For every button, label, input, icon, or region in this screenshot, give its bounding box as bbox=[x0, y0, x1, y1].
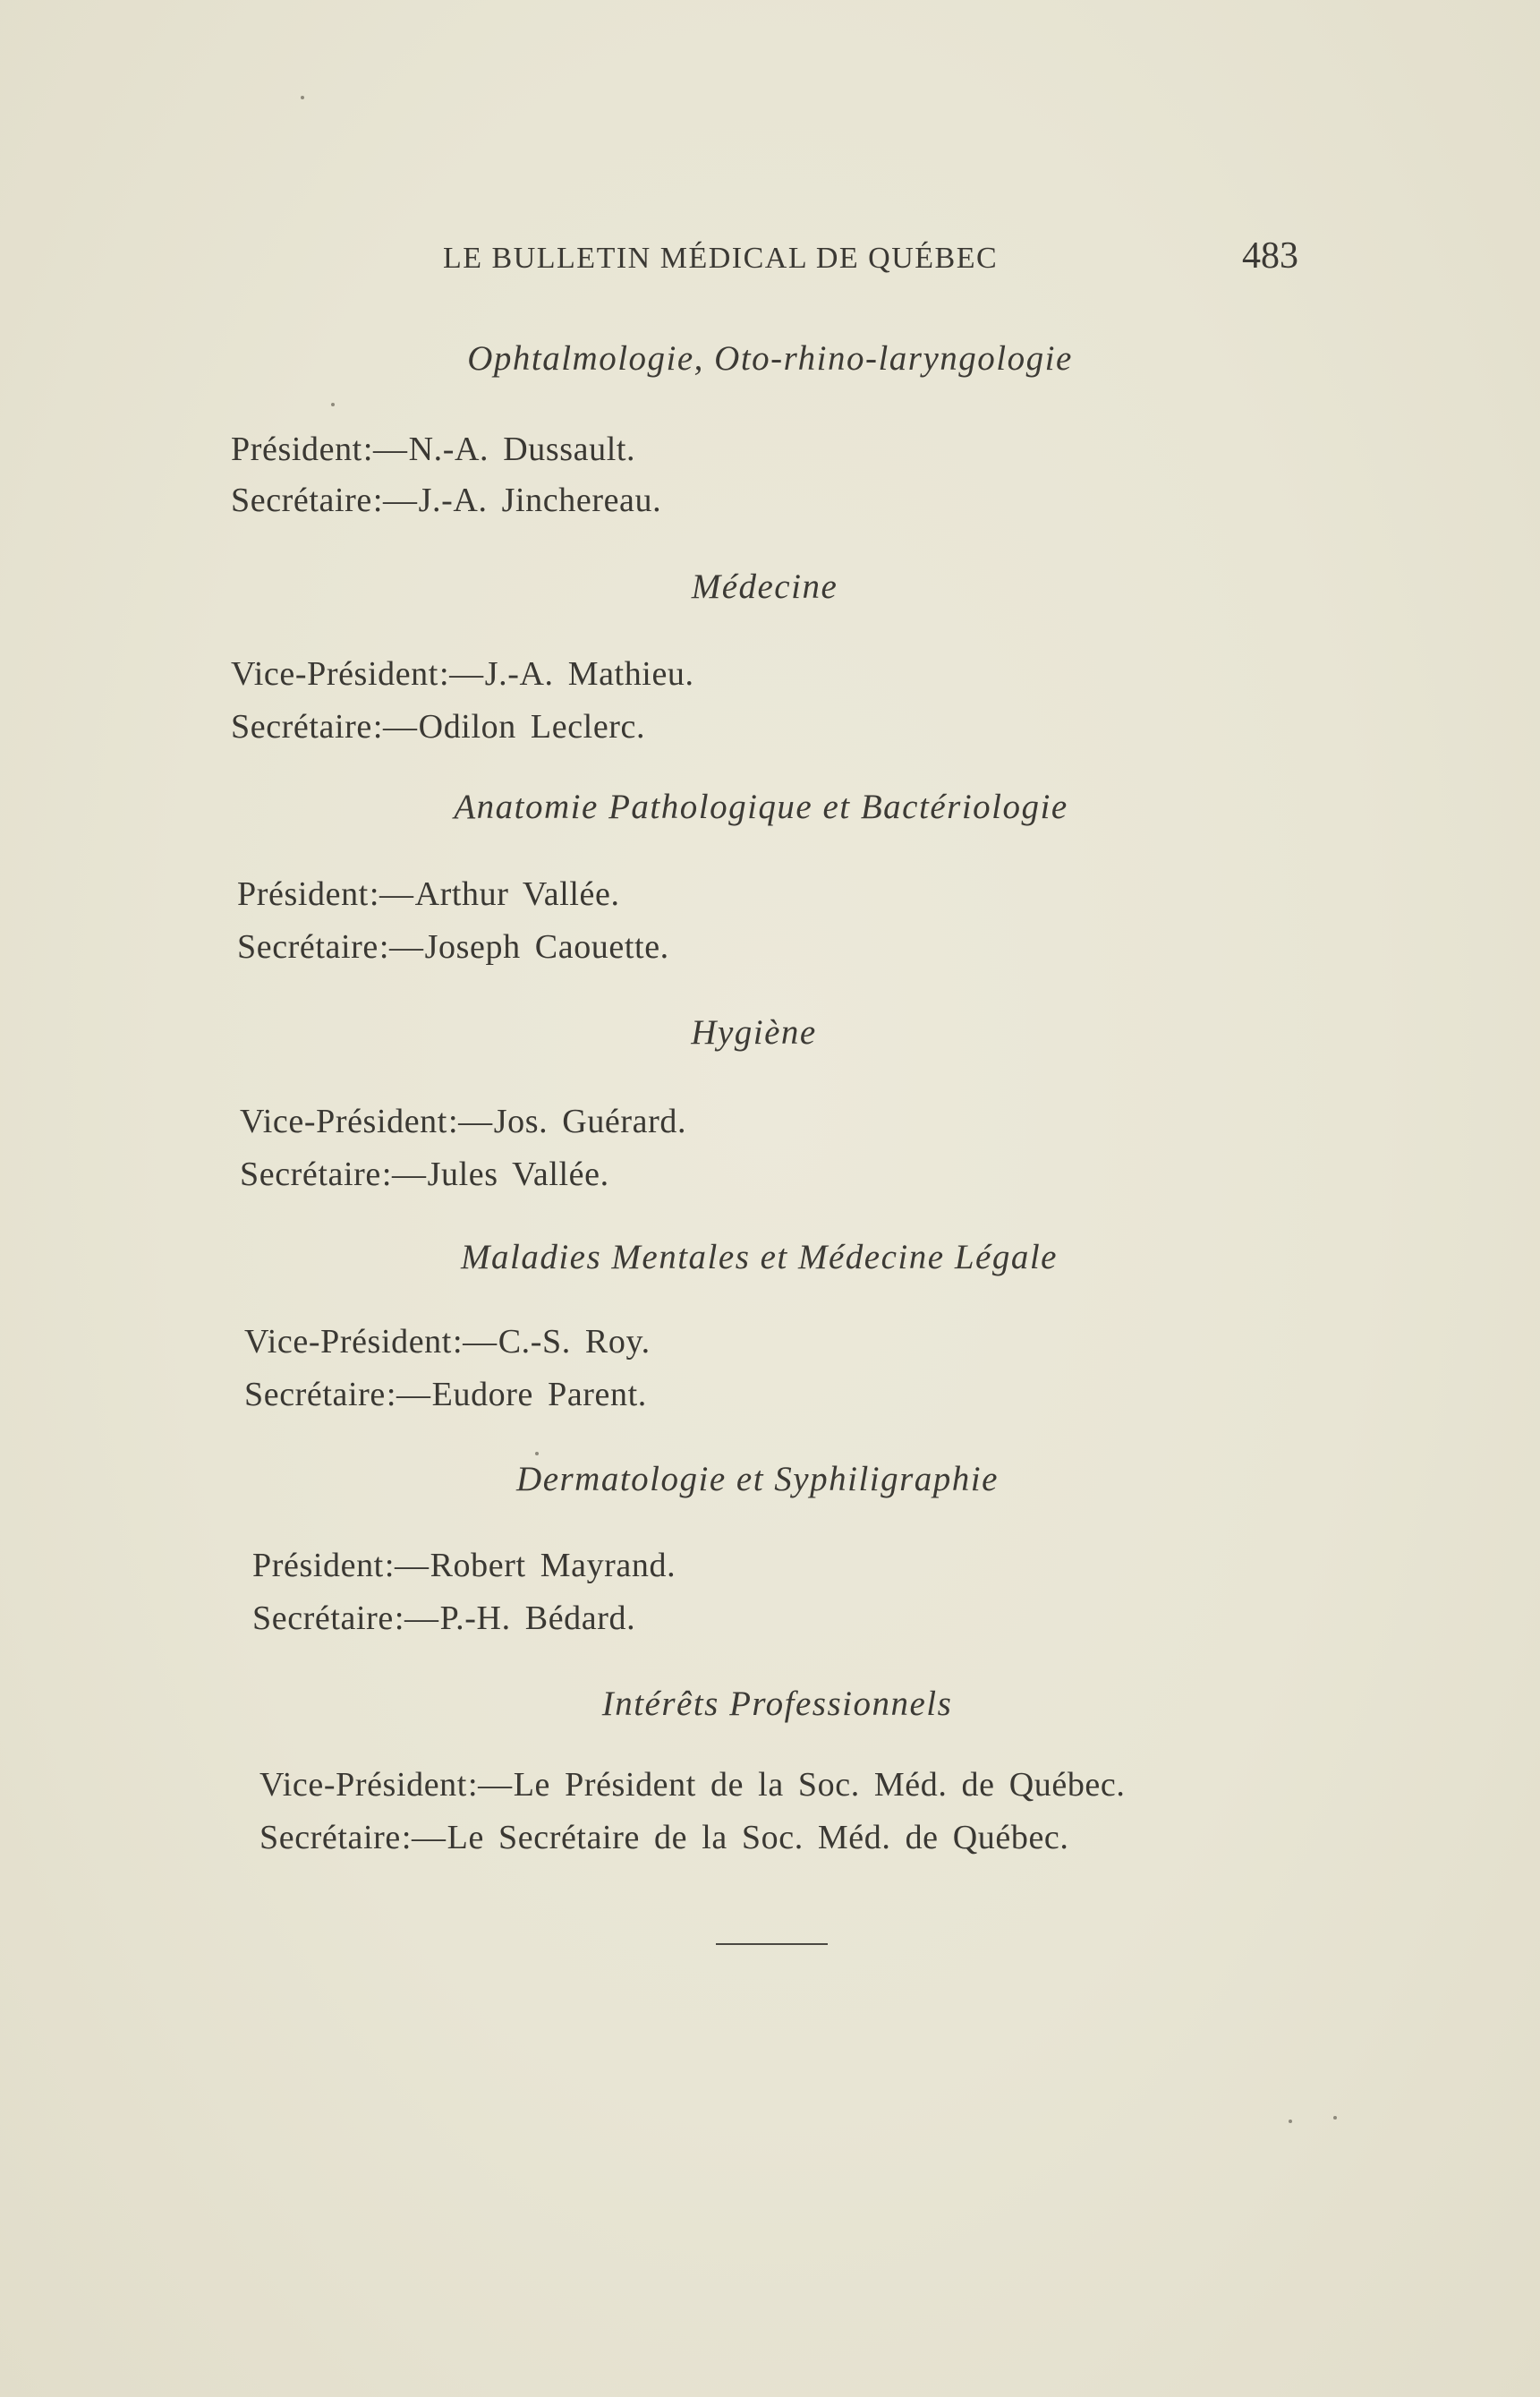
entry-name: Le Secrétaire de la Soc. Méd. de Québec. bbox=[447, 1819, 1069, 1856]
entry-role: Secrétaire bbox=[244, 1376, 386, 1413]
paper-speck bbox=[331, 403, 335, 406]
entry-secretaire bbox=[231, 707, 645, 746]
section-heading-anatomie: Anatomie Pathologique et Bactériologie bbox=[454, 788, 1068, 826]
entry-name: Odilon Leclerc. bbox=[418, 708, 646, 746]
entry-name: J.-A. Mathieu. bbox=[484, 655, 694, 693]
entry-role: Vice-Président bbox=[240, 1103, 447, 1140]
entry-name: P.-H. Bédard. bbox=[439, 1599, 636, 1637]
running-head bbox=[0, 235, 1540, 288]
entry-name: Jos. Guérard. bbox=[493, 1103, 687, 1140]
entry-name: Eudore Parent. bbox=[431, 1376, 647, 1413]
entry-role: Secrétaire bbox=[237, 928, 379, 966]
section-heading-hygiene: Hygiène bbox=[691, 1013, 817, 1052]
entry-name: Jules Vallée. bbox=[427, 1156, 609, 1193]
paper-speck bbox=[535, 1452, 539, 1455]
entry-secretaire bbox=[231, 481, 661, 520]
closing-rule bbox=[716, 1943, 828, 1945]
entry-role: Vice-Président bbox=[260, 1766, 467, 1804]
entry-secretaire bbox=[244, 1375, 647, 1414]
entry-vice-president bbox=[240, 1102, 686, 1141]
paper-speck bbox=[301, 96, 304, 99]
entry-name: N.-A. Dussault. bbox=[408, 431, 636, 468]
entry-name: Robert Mayrand. bbox=[430, 1547, 676, 1584]
entry-role: Président bbox=[237, 875, 369, 913]
entry-name: Joseph Caouette. bbox=[424, 928, 669, 966]
entry-separator: :— bbox=[438, 655, 484, 693]
entry-secretaire bbox=[252, 1599, 635, 1638]
entry-name: J.-A. Jinchereau. bbox=[418, 482, 662, 519]
entry-secretaire bbox=[240, 1155, 609, 1194]
paper-speck bbox=[1289, 2120, 1292, 2123]
entry-separator: :— bbox=[372, 708, 418, 746]
entry-secretaire bbox=[237, 927, 669, 967]
running-title: LE BULLETIN MÉDICAL DE QUÉBEC bbox=[443, 242, 999, 275]
entry-separator: :— bbox=[379, 928, 424, 966]
entry-separator: :— bbox=[467, 1766, 513, 1804]
entry-separator: :— bbox=[401, 1819, 447, 1856]
entry-separator: :— bbox=[386, 1376, 431, 1413]
entry-role: Secrétaire bbox=[231, 708, 372, 746]
entry-role: Secrétaire bbox=[240, 1156, 381, 1193]
entry-vice-president bbox=[260, 1765, 1125, 1804]
entry-role: Secrétaire bbox=[260, 1819, 401, 1856]
section-heading-interets-professionnels: Intérêts Professionnels bbox=[601, 1685, 953, 1723]
entry-role: Président bbox=[252, 1547, 384, 1584]
entry-role: Président bbox=[231, 431, 362, 468]
entry-vice-president bbox=[244, 1322, 651, 1361]
entry-president bbox=[252, 1546, 676, 1585]
entry-name: Le Président de la Soc. Méd. de Québec. bbox=[513, 1766, 1126, 1804]
section-heading-maladies-mentales: Maladies Mentales et Médecine Légale bbox=[461, 1238, 1058, 1276]
entry-separator: :— bbox=[452, 1323, 498, 1361]
entry-president bbox=[237, 874, 620, 914]
entry-role: Vice-Président bbox=[231, 655, 438, 693]
entry-separator: :— bbox=[372, 482, 418, 519]
entry-president bbox=[231, 430, 635, 469]
section-heading-medecine: Médecine bbox=[691, 567, 838, 606]
entry-name: Arthur Vallée. bbox=[414, 875, 620, 913]
entry-role: Secrétaire bbox=[252, 1599, 394, 1637]
entry-role: Vice-Président bbox=[244, 1323, 452, 1361]
entry-separator: :— bbox=[447, 1103, 493, 1140]
paper-speck bbox=[1333, 2116, 1337, 2120]
entry-separator: :— bbox=[394, 1599, 439, 1637]
section-heading-dermatologie: Dermatologie et Syphiligraphie bbox=[516, 1460, 999, 1498]
entry-separator: :— bbox=[381, 1156, 427, 1193]
entry-separator: :— bbox=[384, 1547, 430, 1584]
entry-role: Secrétaire bbox=[231, 482, 372, 519]
entry-separator: :— bbox=[362, 431, 408, 468]
entry-name: C.-S. Roy. bbox=[498, 1323, 651, 1361]
entry-separator: :— bbox=[369, 875, 414, 913]
entry-secretaire bbox=[260, 1818, 1068, 1857]
page-number: 483 bbox=[1242, 235, 1298, 277]
entry-vice-president bbox=[231, 654, 694, 694]
section-heading-ophtalmologie: Ophtalmologie, Oto-rhino-laryngologie bbox=[467, 339, 1073, 378]
